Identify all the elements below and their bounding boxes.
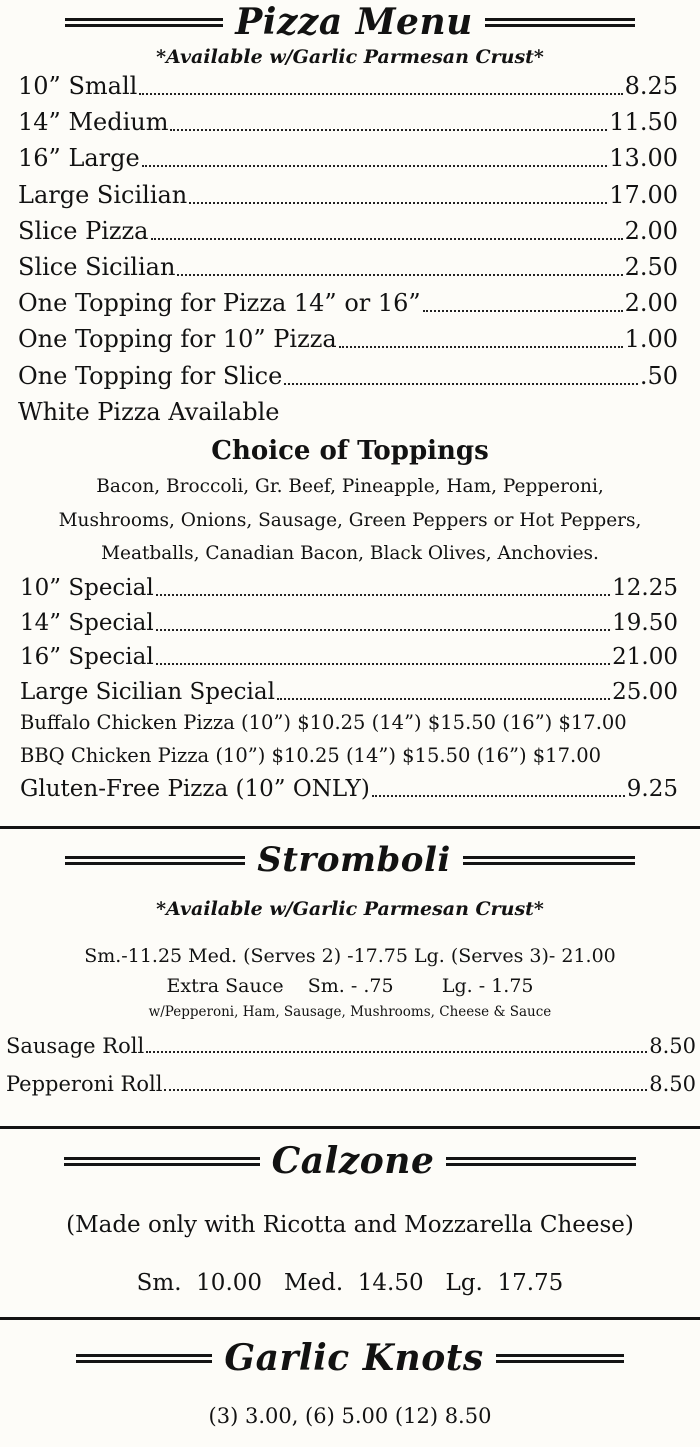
calzone-title: Calzone — [271, 1140, 435, 1182]
special-item-price: 21.00 — [612, 644, 678, 670]
pizza-item-row — [18, 362, 678, 390]
pizza-item-price: 2.00 — [624, 216, 678, 245]
special-item-price: 19.50 — [612, 609, 678, 636]
dot-leader — [277, 698, 610, 700]
special-item-row — [20, 679, 678, 705]
dot-leader — [151, 238, 623, 240]
dot-leader — [339, 346, 623, 348]
buffalo-chicken-pizza: Buffalo Chicken Pizza (10”) $10.25 (14”) $15.50 (16”) $17.00 — [20, 711, 627, 734]
dot-leader — [156, 663, 610, 665]
toppings-line-3: Meatballs, Canadian Bacon, Black Olives, Anchovies. — [101, 543, 599, 564]
garlic-knots-prices: (3) 3.00, (6) 5.00 (12) 8.50 — [208, 1404, 492, 1428]
pizza-item-row — [18, 108, 678, 136]
pizza-item-price: 17.00 — [609, 180, 678, 209]
roll-item-name: Pepperoni Roll — [6, 1072, 163, 1096]
section-divider — [0, 1126, 700, 1129]
special-item-name: 16” Special — [20, 644, 154, 670]
pizza-item-price: 11.50 — [609, 108, 678, 137]
garlic-knots-title: Garlic Knots — [224, 1337, 484, 1379]
section-divider — [0, 826, 700, 829]
stromboli-fillings: w/Pepperoni, Ham, Sausage, Mushrooms, Cheese & Sauce — [148, 1004, 552, 1020]
pizza-item-price: 1.00 — [624, 325, 678, 354]
pizza-item-name: 16” Large — [18, 144, 140, 173]
dot-leader — [164, 1089, 647, 1091]
pizza-menu-title: Pizza Menu — [235, 1, 473, 43]
pizza-menu-header — [0, 2, 700, 42]
pizza-item-name: One Topping for 10” Pizza — [18, 325, 337, 354]
pizza-item-row — [18, 181, 678, 209]
header-rule-left — [65, 18, 223, 27]
roll-item-price: 8.50 — [649, 1072, 696, 1096]
roll-item-price: 8.50 — [649, 1034, 696, 1058]
pizza-item-name: 10” Small — [18, 72, 138, 100]
pizza-item-name: Large Sicilian — [18, 180, 188, 209]
roll-item-row — [6, 1072, 696, 1096]
pizza-item-row — [18, 253, 678, 281]
dot-leader — [423, 310, 623, 312]
dot-leader — [142, 165, 608, 167]
stromboli-title: Stromboli — [257, 840, 451, 880]
header-rule-left — [76, 1354, 212, 1363]
gluten-free-row — [20, 776, 678, 802]
gluten-free-price: 9.25 — [626, 776, 678, 802]
pizza-item-row — [18, 217, 678, 245]
gluten-free-name: Gluten-Free Pizza (10” ONLY) — [20, 776, 370, 802]
dot-leader — [177, 274, 622, 276]
dot-leader — [189, 202, 607, 204]
pizza-item-row — [18, 325, 678, 353]
header-rule-left — [65, 856, 245, 865]
pizza-item-price: 2.50 — [624, 253, 678, 281]
white-pizza-note: White Pizza Available — [18, 398, 280, 426]
header-rule-right — [496, 1354, 624, 1363]
pizza-item-name: One Topping for Slice — [18, 361, 283, 390]
pizza-item-price: 8.25 — [624, 72, 678, 100]
stromboli-subtitle: *Available w/Garlic Parmesan Crust* — [156, 898, 544, 920]
special-item-price: 25.00 — [612, 678, 678, 705]
pizza-item-name: Slice Sicilian — [18, 253, 176, 281]
special-item-name: 14” Special — [20, 609, 154, 636]
special-item-name: Large Sicilian Special — [20, 678, 275, 705]
garlic-knots-header — [0, 1334, 700, 1382]
special-item-price: 12.25 — [612, 575, 678, 601]
dot-leader — [156, 594, 610, 596]
pizza-subtitle: *Available w/Garlic Parmesan Crust* — [156, 46, 544, 68]
special-item-row — [20, 644, 678, 670]
stromboli-sizes: Sm.-11.25 Med. (Serves 2) -17.75 Lg. (Serves 3)- 21.00 — [84, 945, 616, 967]
header-rule-left — [64, 1157, 260, 1166]
pizza-item-name: Slice Pizza — [18, 216, 149, 245]
dot-leader — [139, 93, 622, 95]
dot-leader — [156, 629, 610, 631]
dot-leader — [170, 129, 607, 131]
pizza-item-name: 14” Medium — [18, 108, 169, 137]
dot-leader — [372, 795, 625, 797]
dot-leader — [284, 383, 638, 385]
toppings-line-1: Bacon, Broccoli, Gr. Beef, Pineapple, Ham, Pepperoni, — [96, 476, 604, 497]
special-item-name: 10” Special — [20, 575, 154, 601]
pizza-item-row — [18, 72, 678, 100]
special-item-row — [20, 610, 678, 636]
header-rule-right — [463, 856, 635, 865]
roll-item-row — [6, 1034, 696, 1058]
toppings-title: Choice of Toppings — [211, 436, 489, 466]
header-rule-right — [485, 18, 635, 27]
calzone-note: (Made only with Ricotta and Mozzarella Cheese) — [66, 1212, 634, 1238]
header-rule-right — [446, 1157, 636, 1166]
roll-item-name: Sausage Roll — [6, 1034, 145, 1058]
pizza-item-price: 2.00 — [624, 289, 678, 318]
stromboli-header — [0, 838, 700, 882]
stromboli-extra-sauce: Extra Sauce Sm. - .75 Lg. - 1.75 — [166, 975, 534, 997]
section-divider — [0, 1317, 700, 1320]
calzone-prices: Sm. 10.00 Med. 14.50 Lg. 17.75 — [136, 1270, 564, 1296]
pizza-item-row — [18, 144, 678, 172]
toppings-line-2: Mushrooms, Onions, Sausage, Green Peppers or Hot Peppers, — [58, 510, 642, 531]
calzone-header — [0, 1138, 700, 1184]
special-item-row — [20, 575, 678, 601]
pizza-item-name: One Topping for Pizza 14” or 16” — [18, 289, 421, 318]
dot-leader — [146, 1051, 647, 1053]
bbq-chicken-pizza: BBQ Chicken Pizza (10”) $10.25 (14”) $15.50 (16”) $17.00 — [20, 744, 602, 767]
pizza-item-price: 13.00 — [609, 144, 678, 173]
pizza-item-price: .50 — [639, 361, 678, 390]
pizza-item-row — [18, 289, 678, 317]
